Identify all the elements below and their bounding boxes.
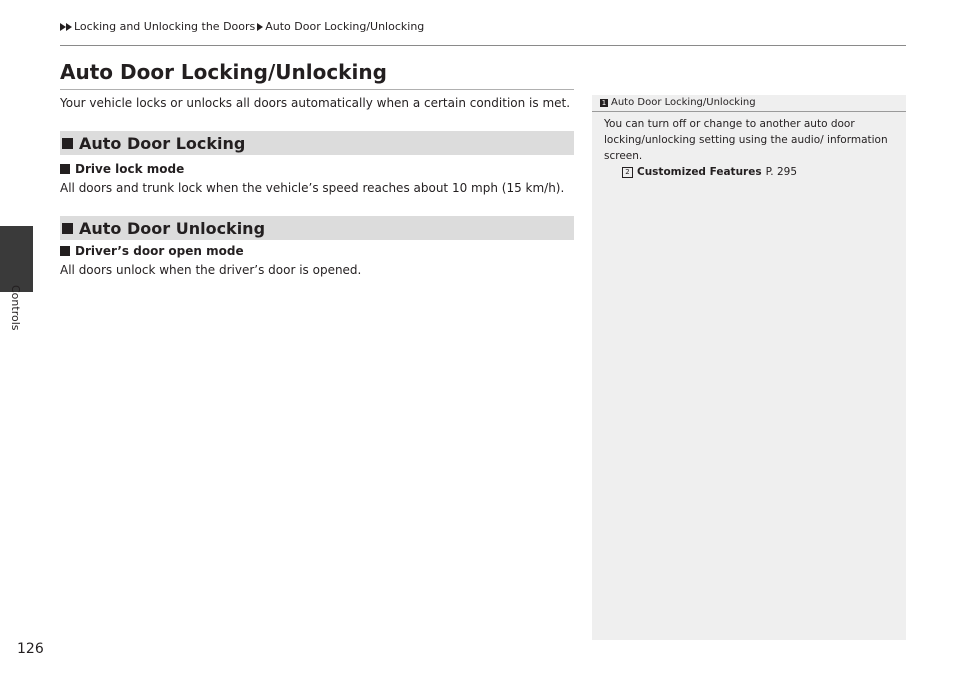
side-tab-marker — [0, 226, 33, 292]
page-number: 126 — [17, 641, 44, 657]
subheading-drive-lock — [60, 162, 184, 176]
side-tab-label: Controls — [9, 285, 22, 331]
section-heading-text: Auto Door Unlocking — [79, 218, 266, 238]
breadcrumb — [60, 20, 424, 33]
side-note-heading-text: Auto Door Locking/Unlocking — [611, 97, 756, 108]
page-title: Auto Door Locking/Unlocking — [60, 60, 387, 84]
side-note-divider — [592, 111, 906, 112]
side-note-heading — [600, 97, 756, 108]
customized-features-link[interactable] — [622, 164, 797, 180]
section-heading-locking — [60, 131, 574, 155]
header-divider — [60, 45, 906, 46]
square-bullet-icon — [60, 246, 70, 256]
subheading-text: Drive lock mode — [75, 162, 185, 176]
side-note-text: You can turn off or change to another auto door locking/unlocking setting using the audio/ information screen. — [604, 118, 888, 162]
reference-arrow-icon: 2 — [622, 167, 633, 178]
section-heading-text: Auto Door Locking — [79, 133, 246, 153]
section-heading-unlocking — [60, 216, 574, 240]
intro-text: Your vehicle locks or unlocks all doors automatically when a certain condition is met. — [60, 96, 571, 110]
breadcrumb-item-locking[interactable]: Locking and Unlocking the Doors — [74, 20, 256, 33]
body-text-door-open: All doors unlock when the driver’s door is opened. — [60, 263, 362, 277]
breadcrumb-arrow-icon — [257, 23, 263, 31]
subheading-text: Driver’s door open mode — [75, 244, 244, 258]
subheading-door-open — [60, 244, 244, 258]
breadcrumb-arrow-icon — [66, 23, 72, 31]
square-bullet-icon — [60, 164, 70, 174]
breadcrumb-item-auto-door[interactable]: Auto Door Locking/Unlocking — [265, 20, 425, 33]
body-text-drive-lock: All doors and trunk lock when the vehicle’s speed reaches about 10 mph (15 km/h). — [60, 181, 565, 195]
link-label[interactable]: Customized Features — [637, 166, 762, 178]
link-page-ref[interactable]: P. 295 — [765, 166, 798, 178]
square-bullet-icon — [62, 138, 73, 149]
title-divider — [60, 89, 574, 90]
square-bullet-icon — [62, 223, 73, 234]
note-marker-icon: 1 — [601, 98, 607, 107]
